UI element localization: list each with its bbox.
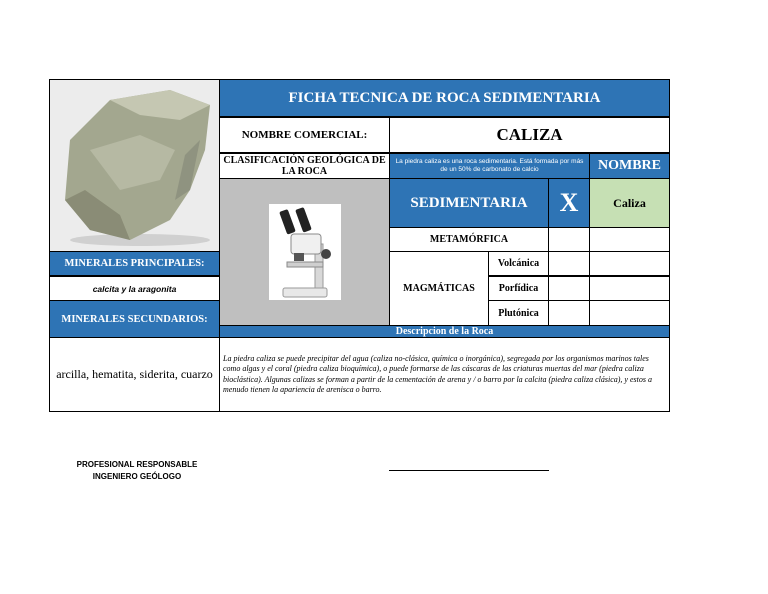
nombre-header <box>589 153 670 179</box>
metamorfica-name-cell <box>589 227 670 252</box>
sedimentaria-mark <box>548 178 590 228</box>
sedimentaria-mark-text: X <box>559 188 579 217</box>
minerales-principales-value-text: calcita y la aragonita <box>92 283 177 294</box>
magmaticas-label-text: MAGMÁTICAS <box>403 283 475 294</box>
minerales-principales-value <box>49 276 220 301</box>
microscope-image-cell <box>219 178 390 326</box>
nombre-comercial-value-text: CALIZA <box>496 125 563 144</box>
volcanica-mark-cell <box>548 251 590 276</box>
rock-photo <box>50 80 219 251</box>
descripcion-header-text: Descripcion de la Roca <box>395 326 494 337</box>
volcanica-name-cell <box>589 251 670 276</box>
magmatica-type-plutonica-text: Plutónica <box>498 307 539 319</box>
signature-line <box>389 470 549 471</box>
minerales-principales-label-text: MINERALES PRINCIPALES: <box>64 258 205 269</box>
nombre-header-text: NOMBRE <box>598 158 661 173</box>
sheet-title-text: FICHA TECNICA DE ROCA SEDIMENTARIA <box>288 89 601 106</box>
nombre-comercial-value <box>389 117 670 153</box>
magmatica-type-porfidica <box>488 276 549 301</box>
sedimentaria-name-text: Caliza <box>613 195 646 210</box>
porfidica-name-cell <box>589 276 670 301</box>
minerales-secundarios-label <box>49 300 220 338</box>
metamorfica-label-text: METAMÓRFICA <box>429 234 509 245</box>
magmatica-type-volcanica-text: Volcánica <box>497 258 540 269</box>
sedimentaria-label <box>389 178 549 228</box>
clasificacion-note <box>389 153 590 179</box>
magmatica-type-porfidica-text: Porfídica <box>498 283 539 294</box>
descripcion-body <box>219 337 670 412</box>
porfidica-mark-cell <box>548 276 590 301</box>
descripcion-text: La piedra caliza se puede precipitar del agua (caliza no-clásica, química o inorgánica), segregada por los organismos marinos tales como algas y el coral (piedra caliza bioquímica), o puede formarse de las cáscaras de las criaturas muertas del mar (piedra caliza bioclástica). Algunas calizas se forman a partir de la cementación de arena y / o barro por la calcita (piedra caliza clásica), y estos a menudo tienen la apariencia de arenisca o barro. <box>223 353 652 394</box>
magmatica-type-volcanica <box>488 251 549 276</box>
minerales-secundarios-label-text: MINERALES SECUNDARIOS: <box>61 313 208 325</box>
sedimentaria-name <box>589 178 670 228</box>
clasificacion-label-text: CLASIFICACIÓN GEOLÓGICA DE LA ROCA <box>223 155 386 177</box>
metamorfica-label <box>389 227 549 252</box>
microscope-image <box>269 204 341 300</box>
sheet-title <box>219 79 670 117</box>
sedimentaria-label-text: SEDIMENTARIA <box>410 194 528 211</box>
rock-photo-cell <box>49 79 220 252</box>
magmatica-type-plutonica <box>488 300 549 326</box>
clasificacion-note-text: La piedra caliza es una roca sedimentaria. Está formada por más de un 50% de carbonato de calcio <box>395 158 584 173</box>
footer-responsable <box>62 459 212 483</box>
footer-line-2: INGENIERO GEÓLOGO <box>92 472 182 481</box>
magmaticas-label <box>389 251 489 326</box>
clasificacion-label <box>219 153 390 179</box>
minerales-principales-label <box>49 251 220 276</box>
metamorfica-mark-cell <box>548 227 590 252</box>
minerales-secundarios-value <box>49 337 220 412</box>
nombre-comercial-label-text: NOMBRE COMERCIAL: <box>241 129 368 141</box>
nombre-comercial-label <box>219 117 390 153</box>
footer-line-1: PROFESIONAL RESPONSABLE <box>76 460 198 469</box>
plutonica-mark-cell <box>548 300 590 326</box>
minerales-secundarios-value-text: arcilla, hematita, siderita, cuarzo <box>56 367 213 381</box>
plutonica-name-cell <box>589 300 670 326</box>
